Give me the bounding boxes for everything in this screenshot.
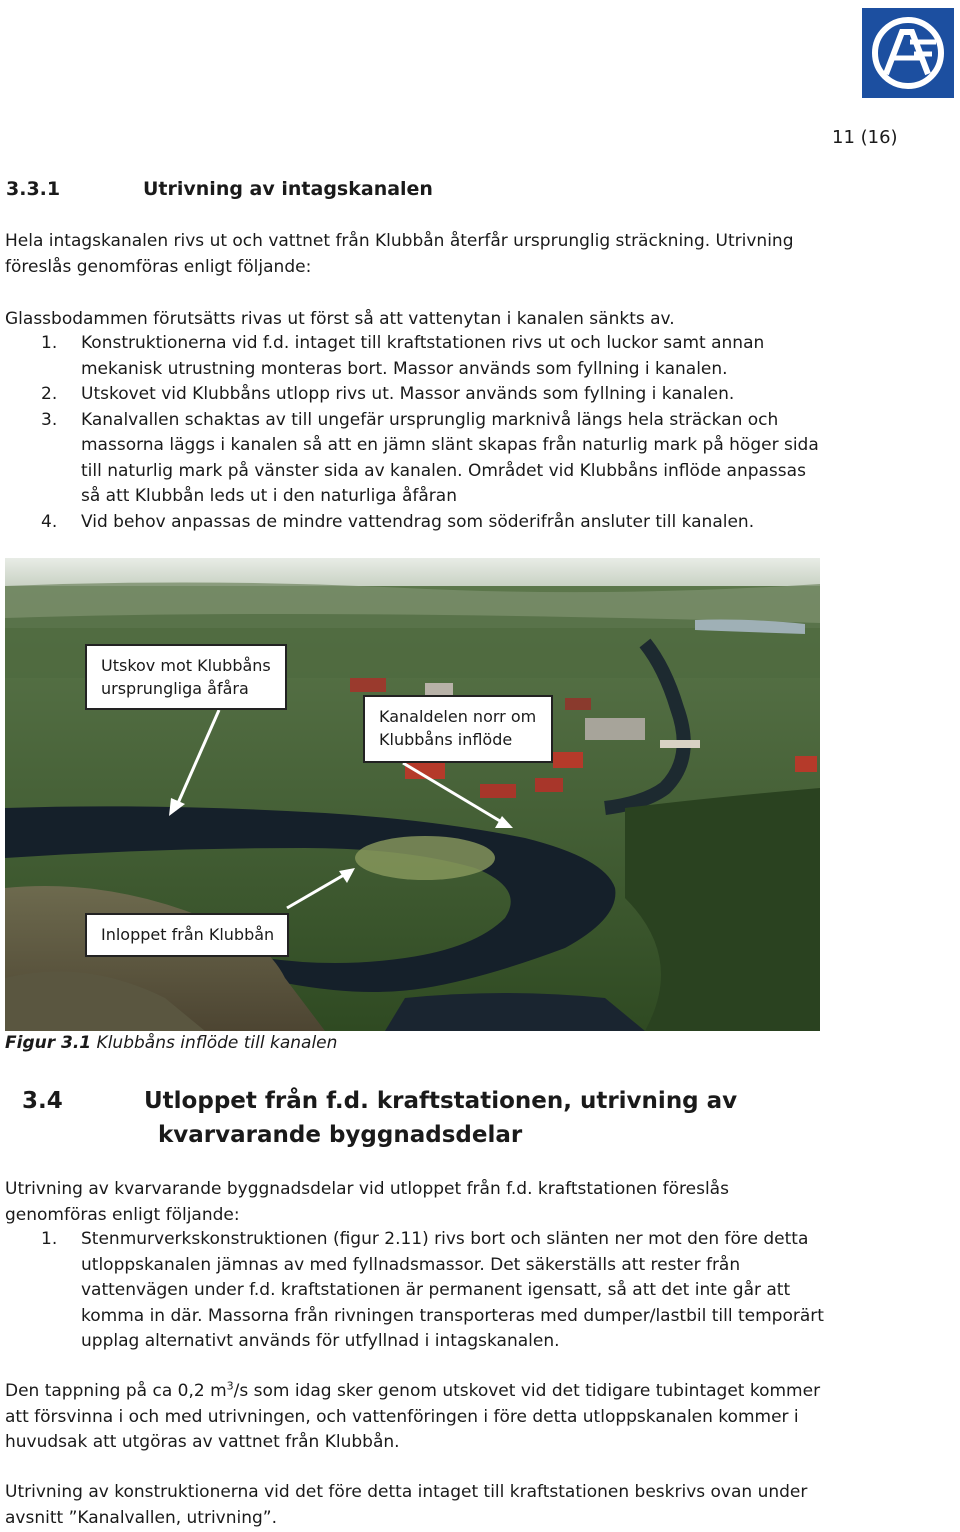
list-text: Utskovet vid Klubbåns utlopp rivs ut. Massor används som fyllning i kanalen. bbox=[81, 384, 735, 404]
intro-line: Hela intagskanalen rivs ut och vattnet från Klubbån återfår ursprunglig sträckning. Utrivning bbox=[5, 231, 794, 251]
figure-caption bbox=[5, 1033, 337, 1053]
callout-kanaldelen bbox=[363, 695, 553, 763]
af-logo-icon bbox=[862, 8, 954, 98]
precondition-paragraph: Glassbodammen förutsätts rivas ut först så att vattenytan i kanalen sänkts av. bbox=[5, 309, 675, 329]
section-title: Utloppet från f.d. kraftstationen, utrivning av bbox=[144, 1088, 738, 1114]
intro-paragraph bbox=[5, 229, 825, 280]
section-number: 3.3.1 bbox=[6, 178, 61, 200]
list-item bbox=[5, 1227, 825, 1355]
list-text: Kanalvallen schaktas av till ungefär ursprunglig marknivå längs hela sträckan och massorna läggs i kanalen så att en jämn slänt skapas från naturlig mark på höger sida till naturlig mark på vänster sida av kanalen. Området vid Klubbåns inflöde anpassas så att Klubbån leds ut i den naturliga åfåran bbox=[81, 409, 819, 506]
callout-inlopp bbox=[85, 913, 289, 957]
list-item bbox=[5, 510, 825, 536]
page-number: 11 (16) bbox=[832, 127, 898, 148]
callout-text: Kanaldelen norr om bbox=[379, 707, 537, 726]
list-number: 3. bbox=[41, 409, 58, 430]
section-intro: Utrivning av kvarvarande byggnadsdelar vid utloppet från f.d. kraftstationen föreslås genomföras enligt följande: bbox=[5, 1179, 729, 1225]
flow-text: Den tappning på ca 0,2 m bbox=[5, 1381, 227, 1401]
section-number: 3.4 bbox=[22, 1088, 63, 1114]
figure-label: Figur 3.1 bbox=[5, 1033, 92, 1053]
outlet-steps-list bbox=[5, 1227, 825, 1355]
section-title: Utrivning av intagskanalen bbox=[143, 178, 433, 200]
list-text: Stenmurverkskonstruktionen (figur 2.11) rivs bort och slänten ner mot den före detta utloppskanalen jämnas av med fyllnadsmassor. Det säkerställs att rester från vattenvägen under f.d. kraftstationen är permanent igensatt, så att det inte går att komma in där. Massorna från rivningen transporteras med dumper/lastbil till temporärt upplag alternativt används för utfyllnad i intagskanalen. bbox=[81, 1229, 824, 1351]
superscript: 3 bbox=[226, 1379, 234, 1393]
demolition-steps-list bbox=[5, 331, 825, 535]
figure-caption-text: Klubbåns inflöde till kanalen bbox=[91, 1033, 338, 1053]
callout-utskov bbox=[85, 644, 287, 710]
list-number: 1. bbox=[41, 1229, 58, 1249]
list-number: 2. bbox=[41, 384, 58, 404]
section-heading bbox=[6, 178, 433, 200]
callout-text: ursprungliga åfåra bbox=[101, 679, 249, 698]
callout-text: Inloppet från Klubbån bbox=[101, 925, 275, 944]
closing-paragraph: Utrivning av konstruktionerna vid det före detta intaget till kraftstationen beskrivs ovan under avsnitt ”Kanalvallen, utrivning”. bbox=[5, 1482, 808, 1528]
aerial-photo bbox=[5, 558, 820, 1031]
list-item bbox=[5, 408, 825, 510]
list-number: 1. bbox=[41, 333, 58, 353]
aerial-photo-figure bbox=[5, 558, 820, 1031]
list-item bbox=[5, 331, 825, 382]
list-number: 4. bbox=[41, 511, 58, 532]
callout-text: Utskov mot Klubbåns bbox=[101, 656, 271, 675]
list-item bbox=[5, 382, 825, 408]
section-title: kvarvarande byggnadsdelar bbox=[158, 1122, 523, 1148]
flow-text: /s som idag sker genom utskovet vid det tidigare tubintaget kommer att försvinna i och med utrivningen, och vattenföringen i före detta utloppskanalen kommer i huvudsak att utgöras av vattnet från Klubbån. bbox=[5, 1381, 821, 1452]
list-text: Vid behov anpassas de mindre vattendrag som söderifrån ansluter till kanalen. bbox=[81, 511, 755, 532]
intro-line: föreslås genomföras enligt följande: bbox=[5, 256, 312, 277]
flow-paragraph bbox=[5, 1379, 825, 1456]
callout-text: Klubbåns inflöde bbox=[379, 730, 513, 749]
list-text: Konstruktionerna vid f.d. intaget till kraftstationen rivs ut och luckor samt annan mekanisk utrustning monteras bort. Massor används som fyllning i kanalen. bbox=[81, 333, 765, 379]
